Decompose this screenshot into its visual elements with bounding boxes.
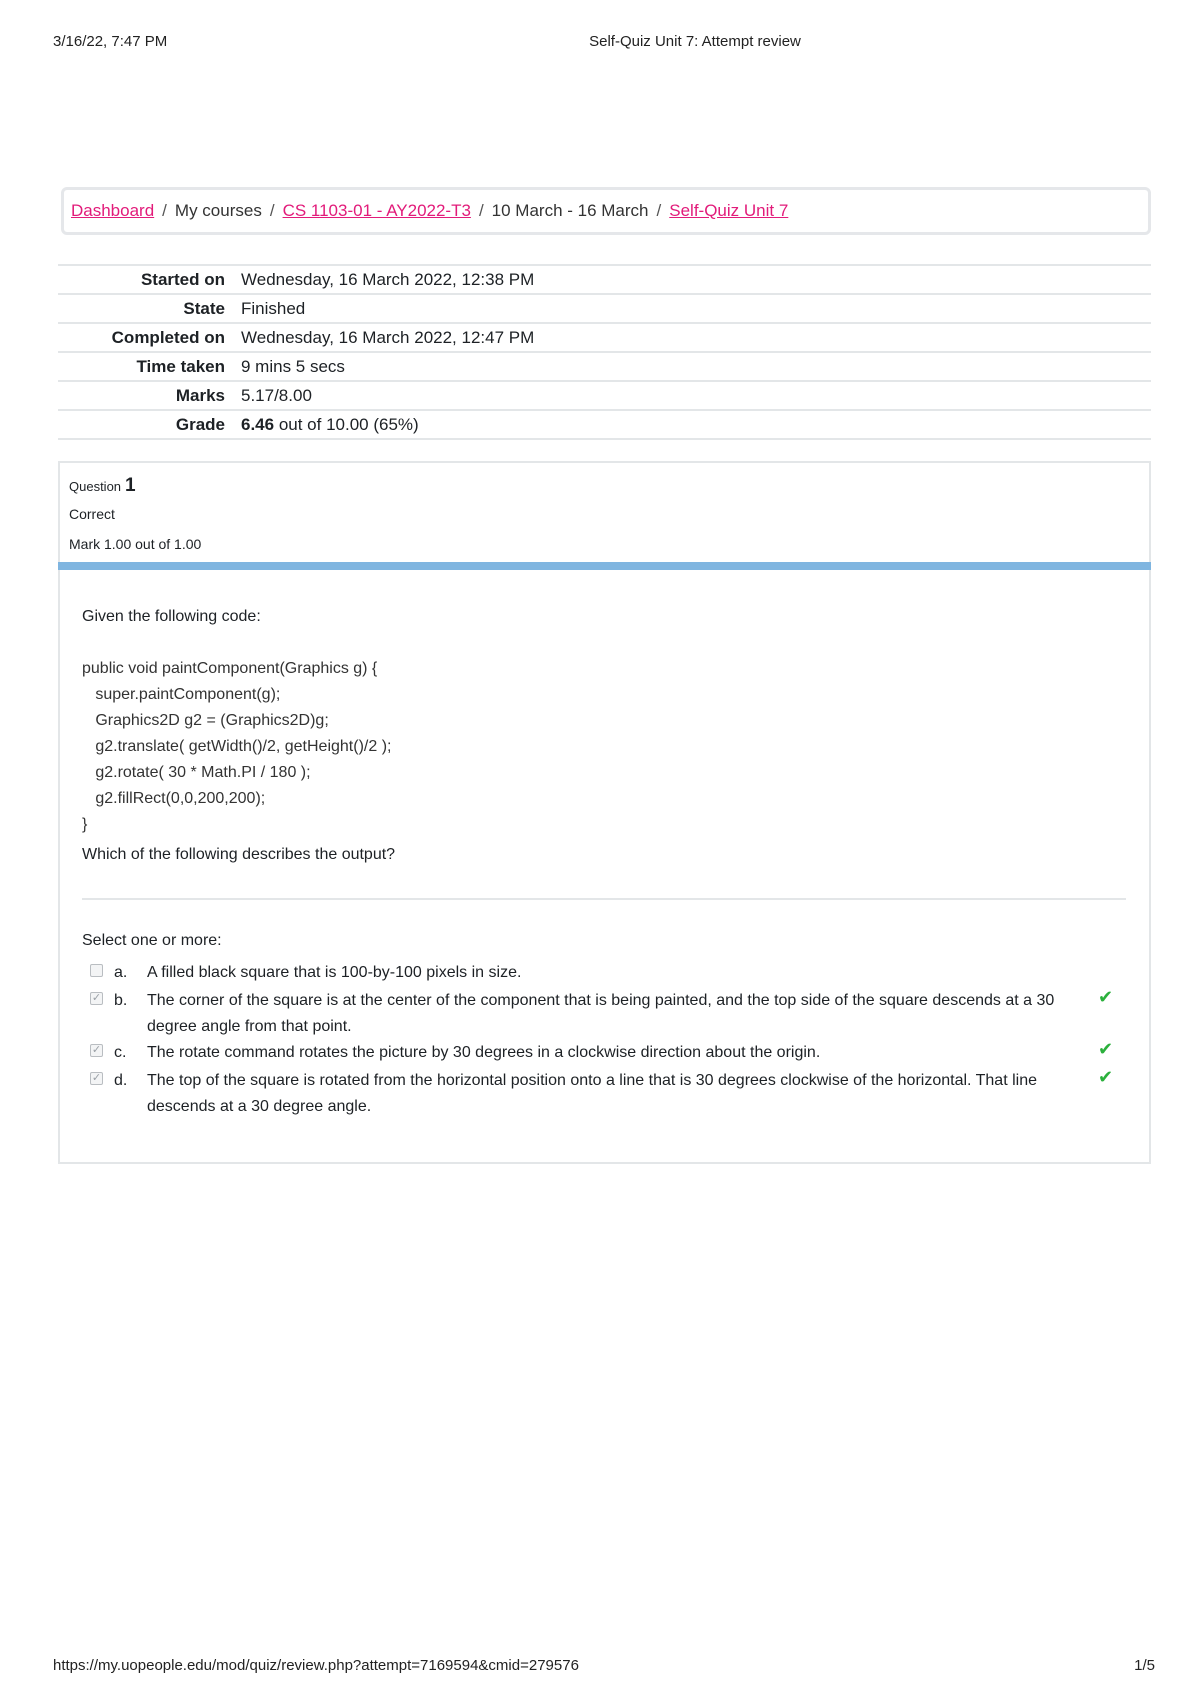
- breadcrumb: [71, 201, 788, 221]
- checked-checkbox-icon[interactable]: ✓: [91, 992, 102, 1004]
- answer-letter: c.: [114, 1044, 127, 1061]
- question-divider: [82, 898, 1126, 900]
- summary-row-state: [58, 294, 1151, 323]
- summary-row-marks: [58, 381, 1151, 410]
- code-line: public void paintComponent(Graphics g) {: [82, 660, 378, 677]
- marks-value: 5.17/8.00: [241, 381, 1151, 410]
- question-content: [58, 570, 1151, 1164]
- breadcrumb-my-courses: My courses: [174, 201, 262, 220]
- started-label: Started on: [58, 265, 241, 294]
- breadcrumb-dashboard-link[interactable]: Dashboard: [71, 201, 155, 220]
- state-label: State: [58, 294, 241, 323]
- question-label: Question: [69, 479, 122, 494]
- code-block: [82, 656, 391, 838]
- answer-text: The top of the square is rotated from the horizontal position onto a line that is 30 degrees clockwise of the horizontal. That line descends at a 30 degree angle.: [147, 1072, 1037, 1115]
- attempt-summary-table: [58, 264, 1151, 440]
- answer-text: A filled black square that is 100-by-100 pixels in size.: [147, 964, 522, 981]
- summary-row-grade: [58, 410, 1151, 439]
- question-state: Correct: [69, 506, 115, 522]
- correct-check-icon: ✔: [1098, 987, 1114, 1007]
- checked-checkbox-icon[interactable]: ✓: [91, 1072, 102, 1084]
- print-page-title: Self-Quiz Unit 7: Attempt review: [589, 33, 801, 50]
- correct-check-icon: ✔: [1098, 1039, 1114, 1059]
- grade-value: [241, 410, 1151, 439]
- checked-checkbox-icon[interactable]: ✓: [91, 1044, 102, 1056]
- breadcrumb-quiz-link[interactable]: Self-Quiz Unit 7: [669, 201, 789, 220]
- answer-text: The corner of the square is at the center of the component that is being painted, and the top side of the square descends at a 30 degree angle from that point.: [147, 992, 1055, 1035]
- question-intro: Given the following code:: [82, 608, 261, 625]
- completed-value: Wednesday, 16 March 2022, 12:47 PM: [241, 323, 1151, 352]
- breadcrumb-container: [61, 187, 1151, 235]
- state-value: Finished: [241, 294, 1151, 323]
- code-line: g2.translate( getWidth()/2, getHeight()/2 );: [82, 738, 392, 755]
- breadcrumb-course-link[interactable]: CS 1103-01 - AY2022-T3: [282, 201, 471, 220]
- code-line: }: [82, 816, 88, 833]
- correct-check-icon: ✔: [1098, 1067, 1114, 1087]
- code-line: Graphics2D g2 = (Graphics2D)g;: [82, 712, 329, 729]
- grade-out-of: out of 10.00 (65%): [278, 414, 419, 434]
- grade-score: 6.46: [241, 414, 275, 434]
- question-mark: Mark 1.00 out of 1.00: [69, 536, 202, 552]
- completed-label: Completed on: [58, 323, 241, 352]
- code-line: g2.rotate( 30 * Math.PI / 180 );: [82, 764, 311, 781]
- print-datetime: 3/16/22, 7:47 PM: [53, 33, 168, 50]
- checkbox-icon[interactable]: [90, 964, 103, 977]
- grade-label: Grade: [58, 410, 241, 439]
- summary-row-started: [58, 265, 1151, 294]
- question-info: [58, 461, 1151, 565]
- breadcrumb-separator: /: [269, 201, 275, 220]
- code-line: g2.fillRect(0,0,200,200);: [82, 790, 266, 807]
- time-taken-label: Time taken: [58, 352, 241, 381]
- breadcrumb-section: 10 March - 16 March: [491, 201, 649, 220]
- question-number-value: 1: [125, 475, 136, 496]
- answer-letter: b.: [114, 992, 128, 1009]
- started-value: Wednesday, 16 March 2022, 12:38 PM: [241, 265, 1151, 294]
- question-divider-bar: [58, 562, 1151, 570]
- breadcrumb-separator: /: [162, 201, 167, 220]
- answer-letter: a.: [114, 964, 128, 981]
- marks-label: Marks: [58, 381, 241, 410]
- question-ask: Which of the following describes the output?: [82, 846, 396, 863]
- answer-text: The rotate command rotates the picture by 30 degrees in a clockwise direction about the origin.: [147, 1044, 821, 1061]
- time-taken-value: 9 mins 5 secs: [241, 352, 1151, 381]
- answer-letter: d.: [114, 1072, 128, 1089]
- summary-row-time: [58, 352, 1151, 381]
- code-line: super.paintComponent(g);: [82, 686, 281, 703]
- breadcrumb-separator: /: [656, 201, 662, 220]
- answer-prompt: Select one or more:: [82, 932, 222, 949]
- question-number: [69, 475, 136, 497]
- print-url: https://my.uopeople.edu/mod/quiz/review.php?attempt=7169594&cmid=279576: [53, 1657, 579, 1674]
- summary-row-completed: [58, 323, 1151, 352]
- print-page-number: 1/5: [1134, 1657, 1155, 1674]
- breadcrumb-separator: /: [478, 201, 484, 220]
